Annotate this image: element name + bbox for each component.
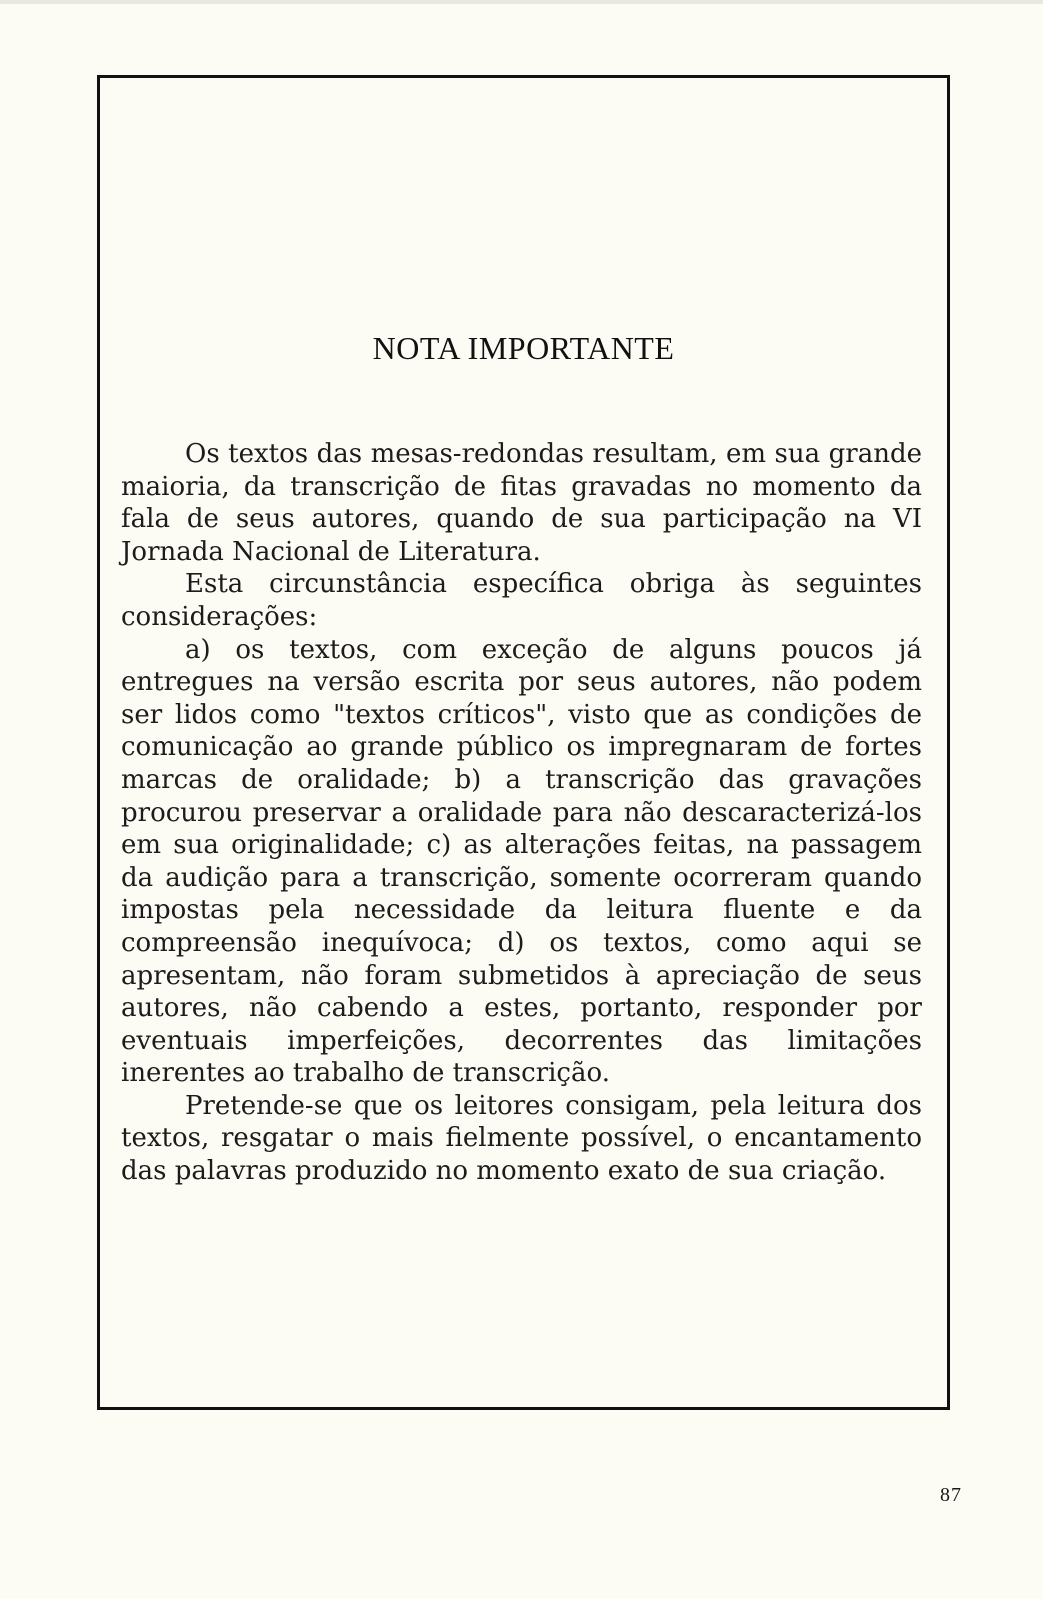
note-frame — [97, 75, 950, 1410]
page-title: NOTA IMPORTANTE — [372, 330, 675, 366]
paragraph-3: a) os textos, com exceção de alguns poucos já entregues na versão escrita por seus autores, não podem ser lidos como "textos críticos", visto que as condições de comunicação ao grande público os impregnaram de fortes marcas de oralidade; b) a transcrição das gravações procurou preservar a oralidade para não descaracterizá-los em sua originalidade; c) as alterações feitas, na passagem da audição para a transcrição, somente ocorreram quando impostas pela necessidade da leitura fluente e da compreensão inequívoca; d) os textos, como aqui se apresentam, não foram submetidos à apreciação de seus autores, não cabendo a estes, portanto, responder por eventuais imperfeições, decorrentes das limitações inerentes ao trabalho de transcrição. — [121, 634, 922, 1089]
page-edge — [0, 0, 1043, 4]
note-body — [121, 438, 922, 1188]
page-number: 87 — [940, 1484, 962, 1506]
paragraph-4: Pretende-se que os leitores consigam, pela leitura dos textos, resgatar o mais fielmente possível, o encantamento das palavras produzido no momento exato de sua criação. — [121, 1090, 922, 1187]
paragraph-1: Os textos das mesas-redondas resultam, em sua grande maioria, da transcrição de fitas gravadas no momento da fala de seus autores, quando de sua participação na VI Jornada Nacional de Literatura. — [121, 439, 922, 567]
paragraph-2: Esta circunstância específica obriga às seguintes considerações: — [121, 569, 922, 632]
